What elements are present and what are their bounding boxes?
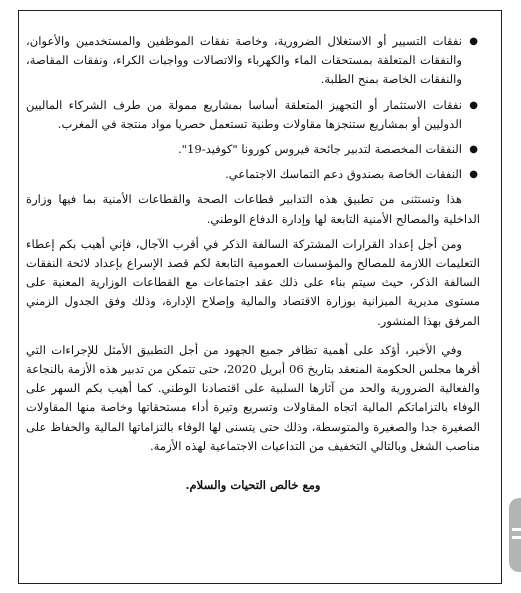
list-item: ● النفقات الخاصة بصندوق دعم التماسك الاجتماعي. — [26, 165, 462, 184]
document-page — [26, 32, 480, 501]
paragraph-exemptions: هذا وتستثنى من تطبيق هذه التدابير قطاعات الصحة والقطاعات الأمنية بما فيها وزارة الداخلية والمصالح الأمنية التابعة لها وإدارة الدفاع الوطني. — [26, 192, 480, 226]
grip-line-icon — [512, 528, 521, 531]
grip-line-icon — [512, 536, 521, 539]
list-item: ● نفقات الاستثمار أو التجهيز المتعلقة أساسا بمشاريع ممولة من طرف الشركاء الماليين الدوليين أو بمشاريع ستنجزها مقاولات وطنية تستعمل حصريا مواد منتجة في المغرب. — [26, 96, 462, 134]
list-item: ● النفقات المخصصة لتدبير جائحة فيروس كورونا "كوفيد-19". — [26, 140, 462, 159]
paragraph-conclusion: وفي الأخير، أؤكد على أهمية تظافر جميع الجهود من أجل التطبيق الأمثل للإجراءات التي أقرها مجلس الحكومة المنعقد بتاريخ 06 أبريل 2020، حتى تتمكن من تدبير هذه الأزمة بالنجاعة والفعالية الضرورية والحد من آثارها السلبية على اقتصادنا الوطني. كما أهيب بكم السهر على الوفاء بالتزاماتكم المالية اتجاه المقاولات وتسريع وتيرة أداء مستحقاتها وخاصة منها المقاولات الصغيرة جدا والصغيرة والمتوسطة، وذلك حتى يتسنى لها الوفاء بالتزاماتها المالية والحفاظ على مناصب الشغل وبالتالي التخفيف من التداعيات الاجتماعية لهذه الأزمة. — [26, 342, 480, 453]
closing-salutation: ومع خالص التحيات والسلام. — [185, 478, 321, 493]
list-item: ● نفقات التسيير أو الاستغلال الضرورية، وخاصة نفقات الموظفين والمستخدمين والأعوان، والنفقات المتعلقة بمستحقات الماء والكهرباء والاتصالات وواجبات الكراء، ونفقات المقاصة، والنفقات الخاصة بمنح الطلبة. — [26, 32, 462, 90]
expense-list — [26, 32, 480, 184]
scroll-handle[interactable] — [509, 498, 521, 572]
paragraph-instructions: ومن أجل إعداد القرارات المشتركة السالفة الذكر في أقرب الآجال، فإني أهيب بكم إعطاء التعليمات اللازمة للمصالح والمؤسسات العمومية التابعة لكم قصد الإسراع بإعداد لائحة النفقات السالفة الذكر، حيث سيتم بناء على ذلك عقد اجتماعات مع القطاعات الوزارية المعنية على مستوى مديرية الميزانية بوزارة الاقتصاد والمالية وإصلاح الإدارة، وذلك وفق الجدول الزمني المرفق بهذا المنشور. — [26, 236, 480, 328]
